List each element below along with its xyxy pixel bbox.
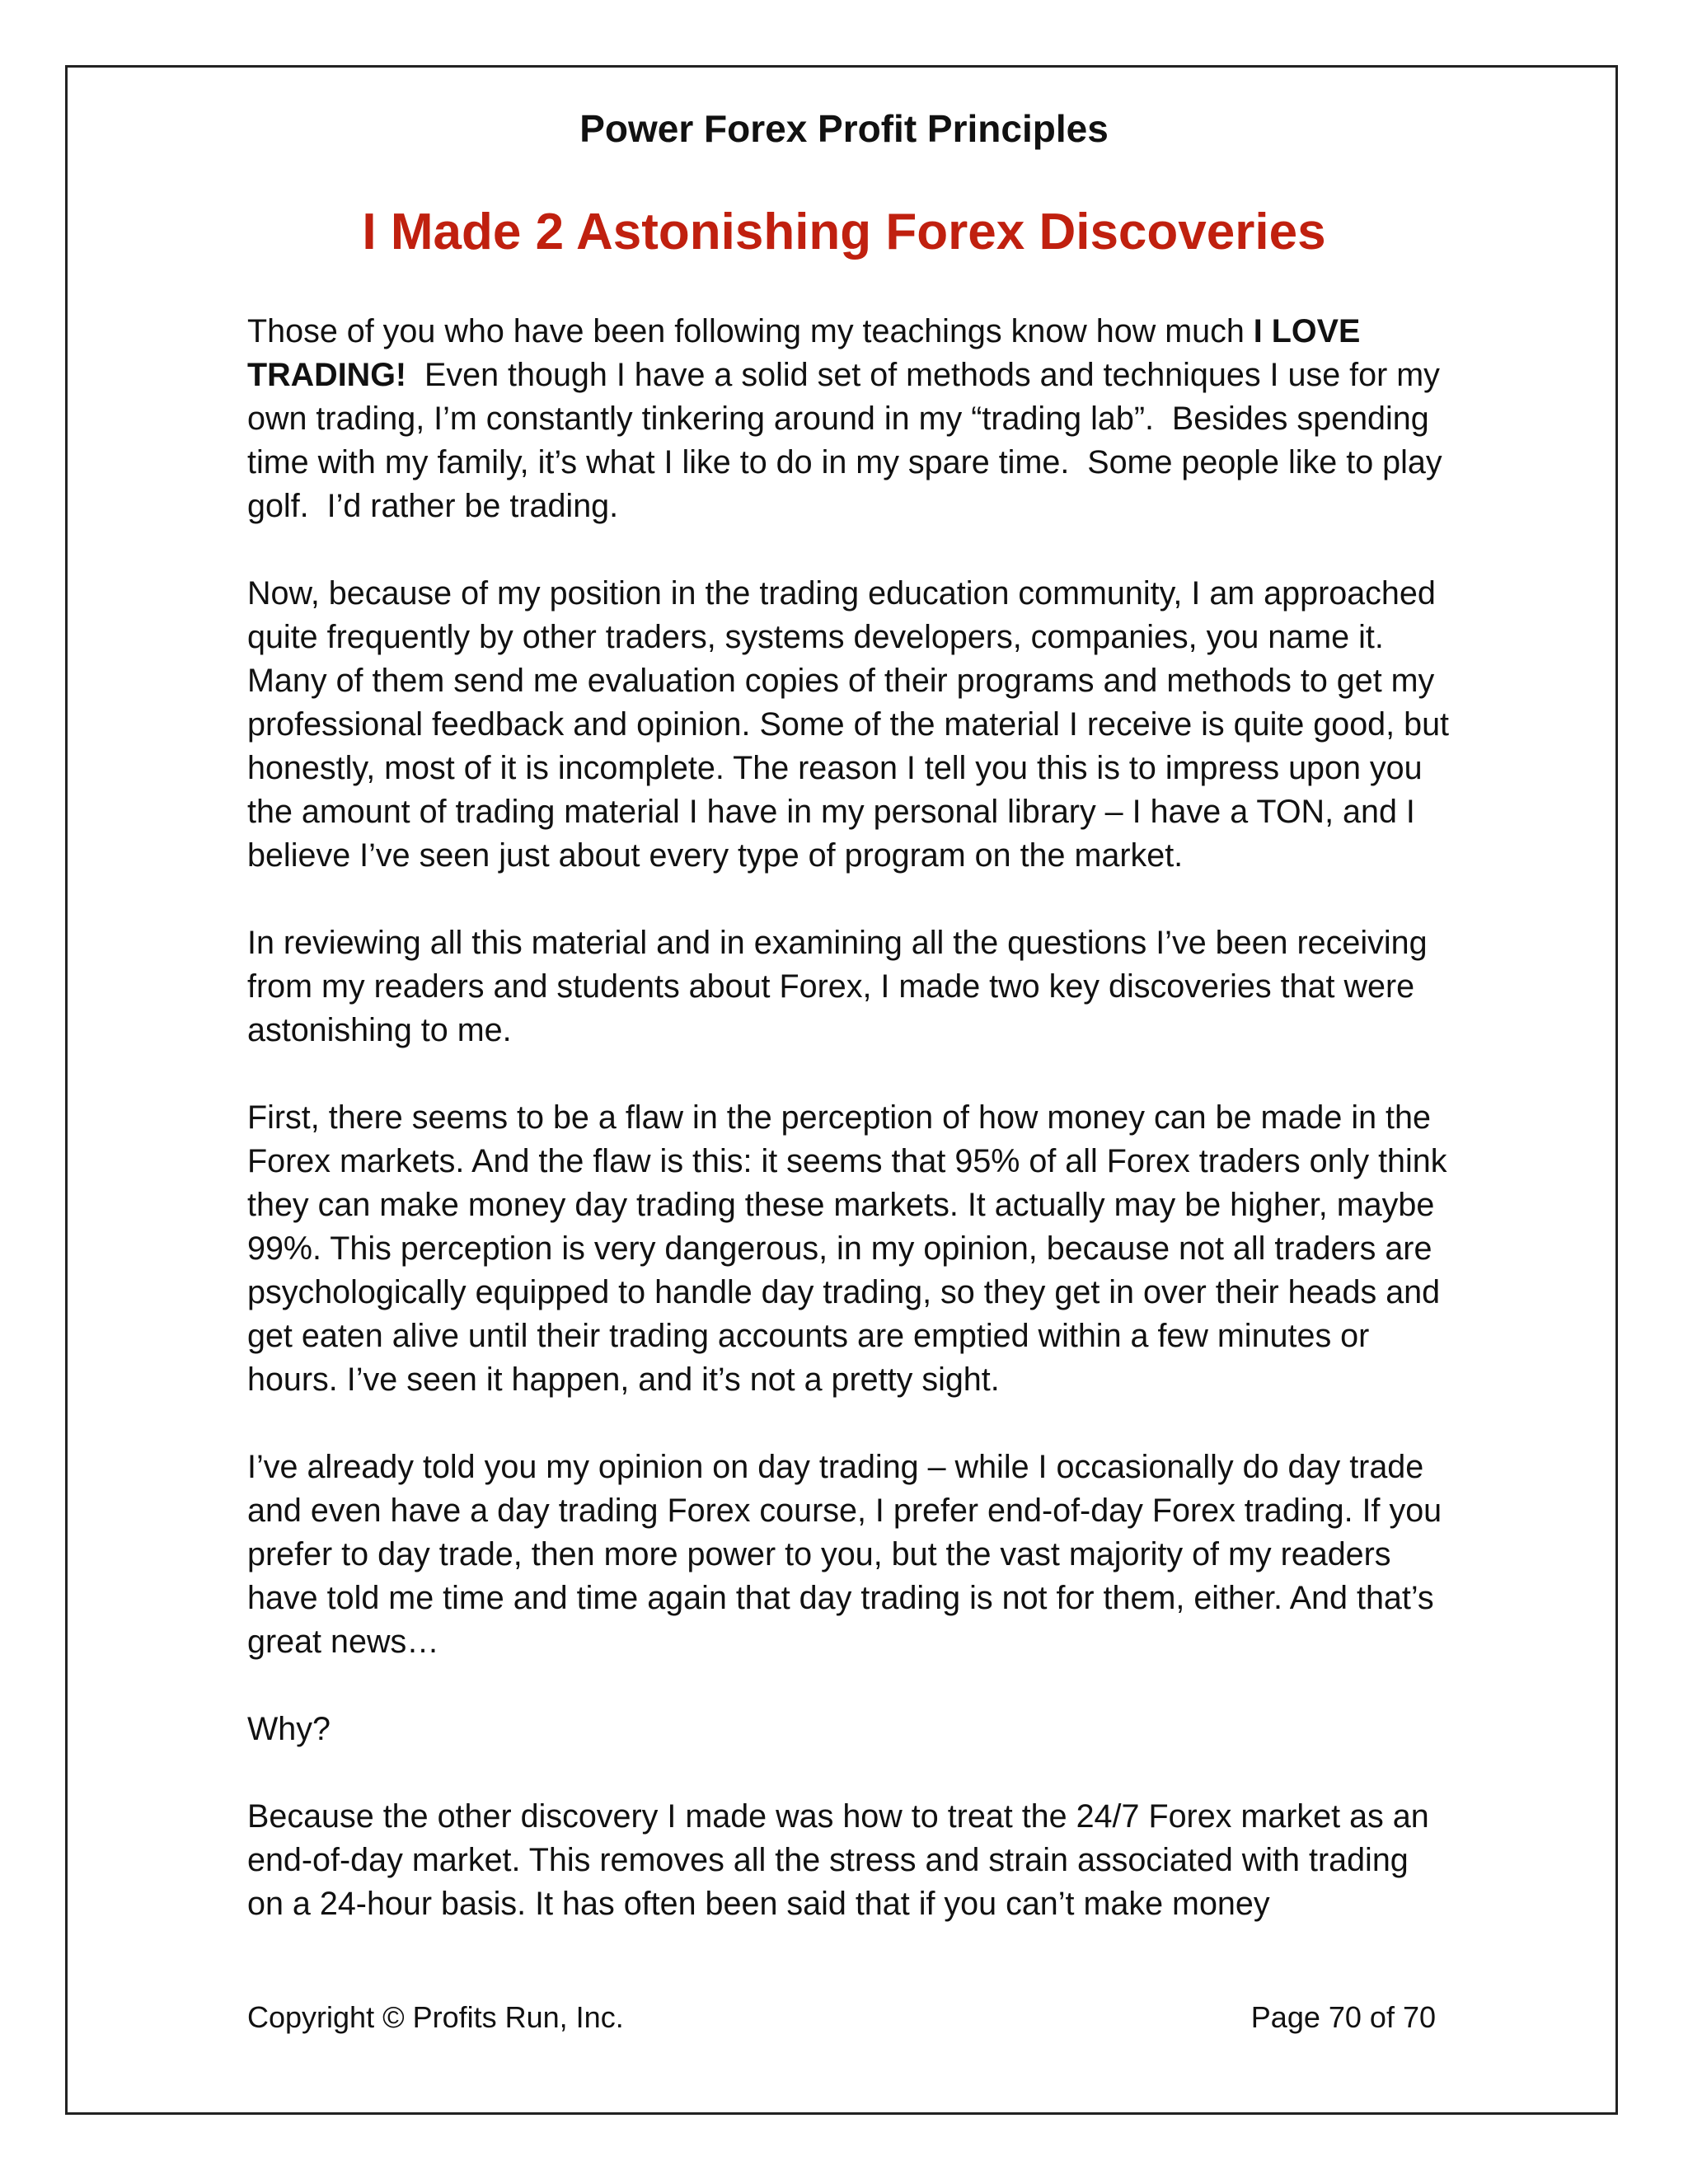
- paragraph-7: Because the other discovery I made was how to treat the 24/7 Forex market as an end-of-day market. This removes all the stress and strain associated with trading on a 24-hour basis. It has often been said that if you can’t make money: [247, 1798, 1429, 1922]
- paragraph-2: Now, because of my position in the trading education community, I am approached quite frequently by other traders, systems developers, companies, you name it. Many of them send me evaluation copies of their programs and methods to get my professional feedback and opinion. Some of the material I receive is quite good, but honestly, most of it is incomplete. The reason I tell you this is to impress upon you the amount of trading material I have in my personal library – I have a TON, and I believe I’ve seen just about every type of program on the market.: [247, 575, 1450, 874]
- paragraph-6: Why?: [247, 1711, 331, 1747]
- paragraph-4: First, there seems to be a flaw in the perception of how money can be made in the Forex markets. And the flaw is this: it seems that 95% of all Forex traders only think they can make money day trading these markets. It actually may be higher, maybe 99%. This perception is very dangerous, in my opinion, because not all traders are psychologically equipped to handle day trading, so they get in over their heads and get eaten alive until their trading accounts are emptied within a few minutes or hours. I’ve seen it happen, and it’s not a pretty sight.: [247, 1099, 1447, 1398]
- paragraph-1-emphasis: I LOVE TRADING!: [247, 313, 1361, 393]
- paragraph-5: I’ve already told you my opinion on day trading – while I occasionally do day trade and even have a day trading Forex course, I prefer end-of-day Forex trading. If you prefer to day trade, then more power to you, but the vast majority of my readers have told me time and time again that day trading is not for them, either. And that’s great news…: [247, 1449, 1442, 1660]
- paragraph-1-rest: Even though I have a solid set of methods and techniques I use for my own trading, I’m constantly tinkering around in my “trading lab”. Besides spending time with my family, it’s what I like to do in my spare time. Some people like to play golf. I’d rather be trading.: [247, 357, 1451, 524]
- footer-copyright: Copyright © Profits Run, Inc.: [247, 2000, 624, 2034]
- paragraph-3: In reviewing all this material and in examining all the questions I’ve been receiving from my readers and students about Forex, I made two key discoveries that were astonishing to me.: [247, 925, 1428, 1048]
- paragraph-1: [247, 310, 1451, 528]
- article-title: I Made 2 Astonishing Forex Discoveries: [362, 204, 1326, 260]
- document-header: Power Forex Profit Principles: [579, 107, 1109, 150]
- article-body: [247, 310, 1451, 1926]
- page-number: Page 70 of 70: [1250, 2000, 1436, 2034]
- paragraph-1-lead: Those of you who have been following my teachings know how much: [247, 313, 1254, 349]
